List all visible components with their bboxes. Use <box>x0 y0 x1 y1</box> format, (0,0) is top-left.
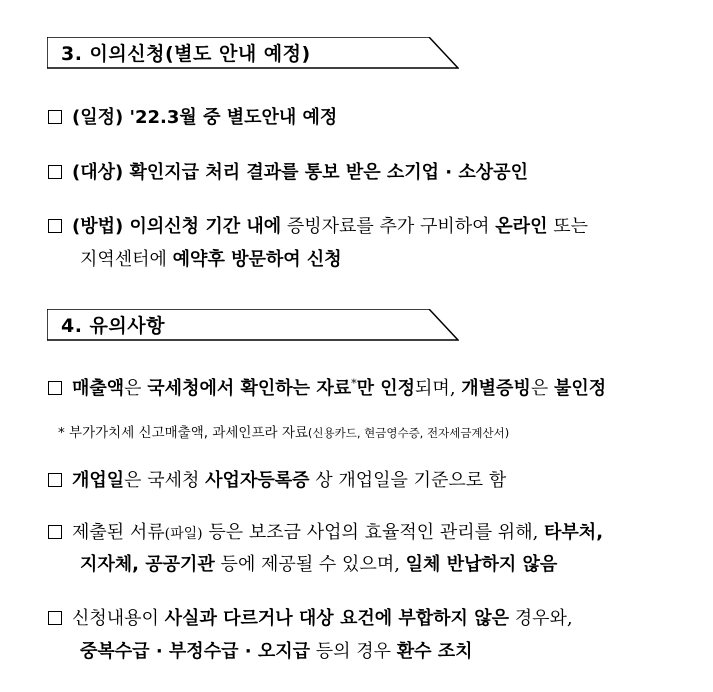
list-item-documents: 제출된 서류(파일) 등은 보조금 사업의 효율적인 관리를 위해, 타부처, <box>48 524 603 542</box>
checkbox-icon <box>48 219 62 233</box>
checkbox-icon <box>48 165 62 179</box>
list-item-refund: 신청내용이 사실과 다르거나 대상 요건에 부합하지 않은 경우와, <box>48 610 573 628</box>
section-3-header <box>47 37 459 68</box>
section-4-title: 4. 유의사항 <box>61 315 165 337</box>
section-3-title: 3. 이의신청(별도 안내 예정) <box>61 43 311 65</box>
checkbox-icon <box>48 611 62 625</box>
section-4-header <box>47 309 459 340</box>
footnote: * 부가가치세 신고매출액, 과세인프라 자료(신용카드, 현금영수증, 전자세금계산서) <box>58 425 510 441</box>
checkbox-icon <box>48 525 62 539</box>
checkbox-icon <box>48 381 62 395</box>
list-item-schedule: (일정) '22.3월 중 별도안내 예정 <box>48 109 337 127</box>
list-item-method: (방법) 이의신청 기간 내에 증빙자료를 추가 구비하여 온라인 또는 <box>48 218 588 236</box>
list-item-refund-continued: 중복수급 · 부정수급 · 오지급 등의 경우 환수 조치 <box>80 641 473 662</box>
list-item-target: (대상) 확인지급 처리 결과를 통보 받은 소기업 · 소상공인 <box>48 164 528 182</box>
checkbox-icon <box>48 473 62 487</box>
list-item-documents-continued: 지자체, 공공기관 등에 제공될 수 있으며, 일체 반납하지 않음 <box>80 554 558 575</box>
list-item-method-continued: 지역센터에 예약후 방문하여 신청 <box>80 249 342 270</box>
checkbox-icon <box>48 110 62 124</box>
list-item-sales: 매출액은 국세청에서 확인하는 자료*만 인정되며, 개별증빙은 불인정 <box>48 378 606 398</box>
list-item-open-date: 개업일은 국세청 사업자등록증 상 개업일을 기준으로 함 <box>48 472 506 490</box>
